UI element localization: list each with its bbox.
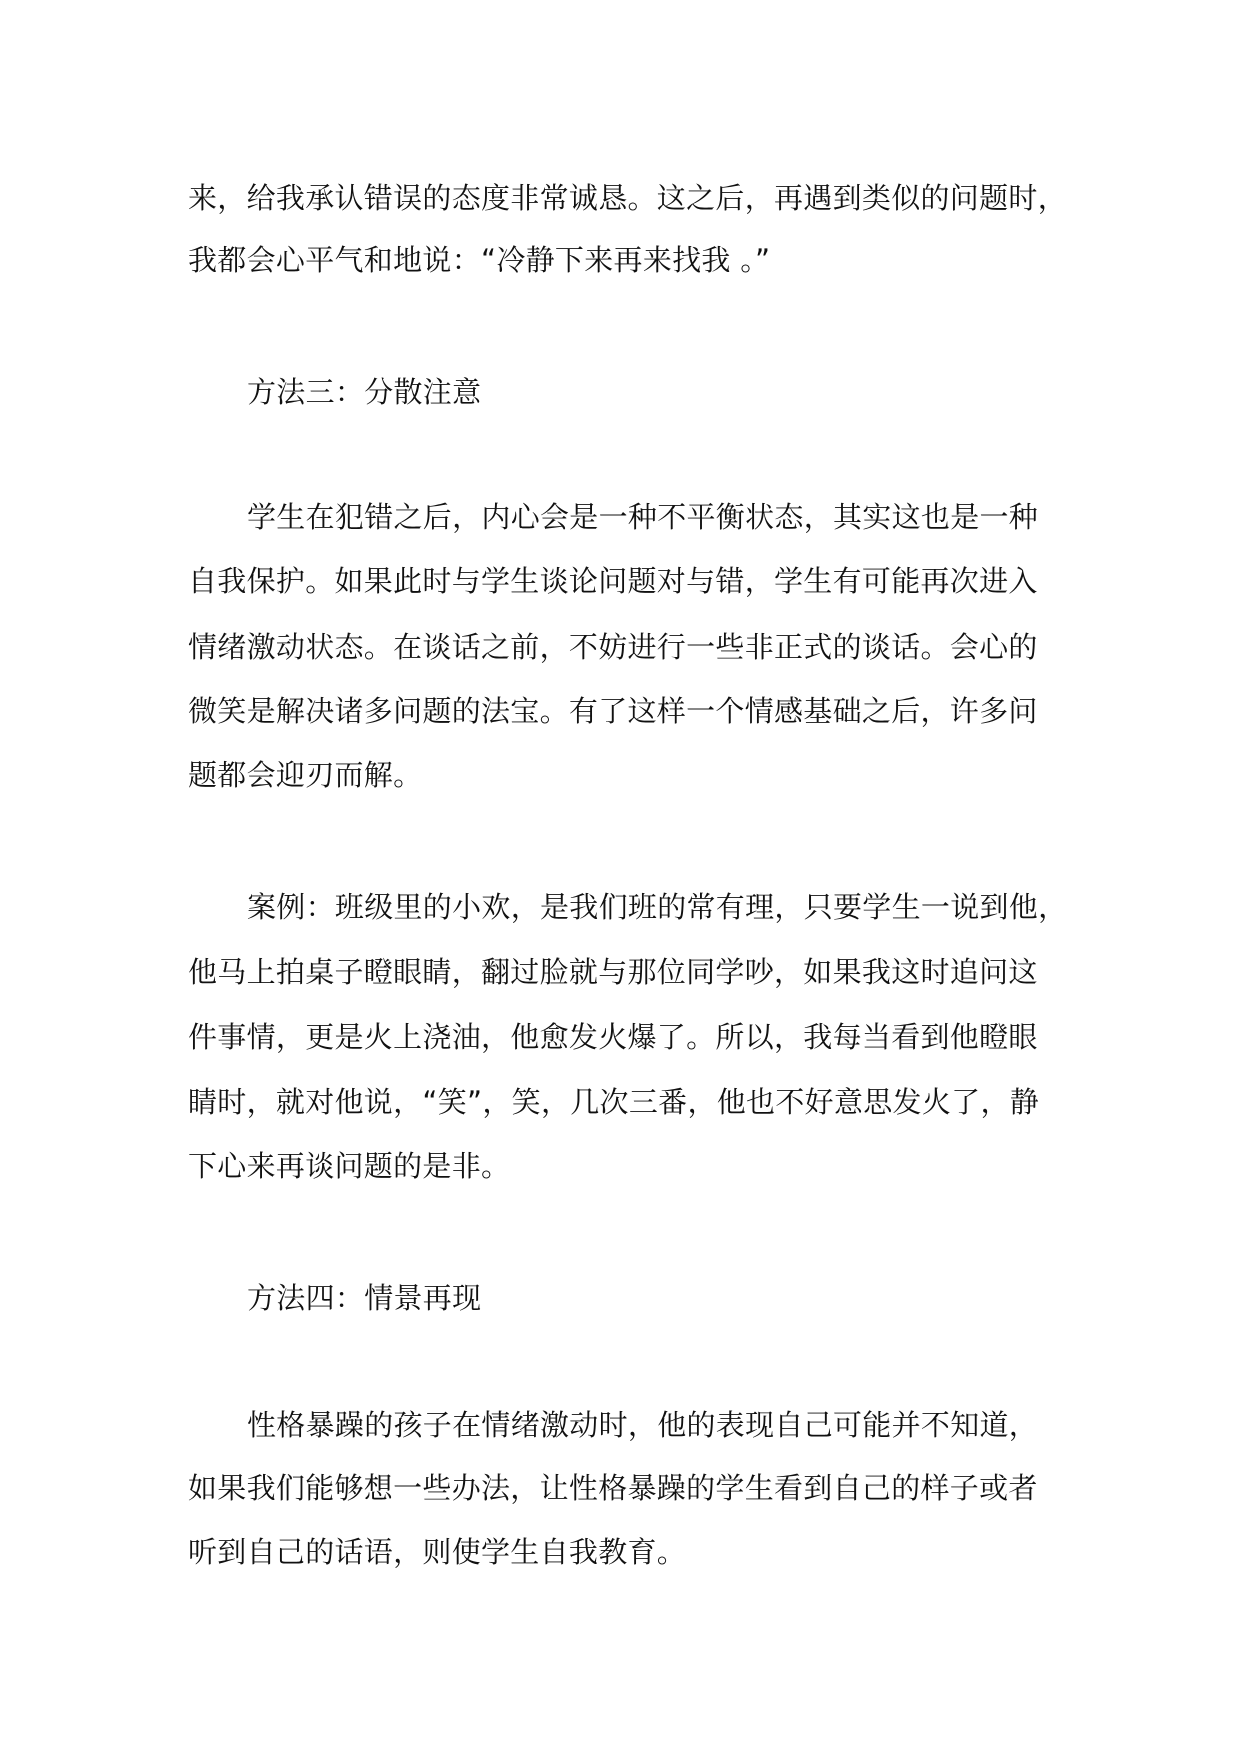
section-heading: 方法四：情景再现	[247, 1281, 482, 1315]
text-line: 他马上拍桌子瞪眼睛，翻过脸就与那位同学吵，如果我这时追问这	[188, 955, 1038, 989]
text-line: 学生在犯错之后，内心会是一种不平衡状态，其实这也是一种	[247, 500, 1039, 534]
text-line: 我都会心平气和地说：“冷静下来再来找我 。”	[188, 243, 771, 277]
text-line: 下心来再谈问题的是非。	[188, 1149, 511, 1183]
text-line: 件事情，更是火上浇油，他愈发火爆了。所以，我每当看到他瞪眼	[188, 1020, 1038, 1054]
text-line: 题都会迎刃而解。	[188, 758, 423, 792]
text-line: 来，给我承认错误的态度非常诚恳。这之后，再遇到类似的问题时，	[188, 181, 1068, 215]
text-line: 案例：班级里的小欢，是我们班的常有理，只要学生一说到他，	[247, 890, 1068, 924]
text-line: 如果我们能够想一些办法，让性格暴躁的学生看到自己的样子或者	[188, 1471, 1038, 1505]
text-line: 自我保护。如果此时与学生谈论问题对与错，学生有可能再次进入	[188, 564, 1038, 598]
text-line: 性格暴躁的孩子在情绪激动时，他的表现自己可能并不知道，	[247, 1408, 1039, 1442]
text-line: 睛时，就对他说，“笑”，笑，几次三番，他也不好意思发火了，静	[188, 1085, 1040, 1119]
text-line: 情绪激动状态。在谈话之前，不妨进行一些非正式的谈话。会心的	[188, 630, 1038, 664]
text-line: 听到自己的话语，则使学生自我教育。	[188, 1535, 687, 1569]
text-line: 微笑是解决诸多问题的法宝。有了这样一个情感基础之后，许多问	[188, 694, 1038, 728]
section-heading: 方法三：分散注意	[247, 375, 482, 409]
